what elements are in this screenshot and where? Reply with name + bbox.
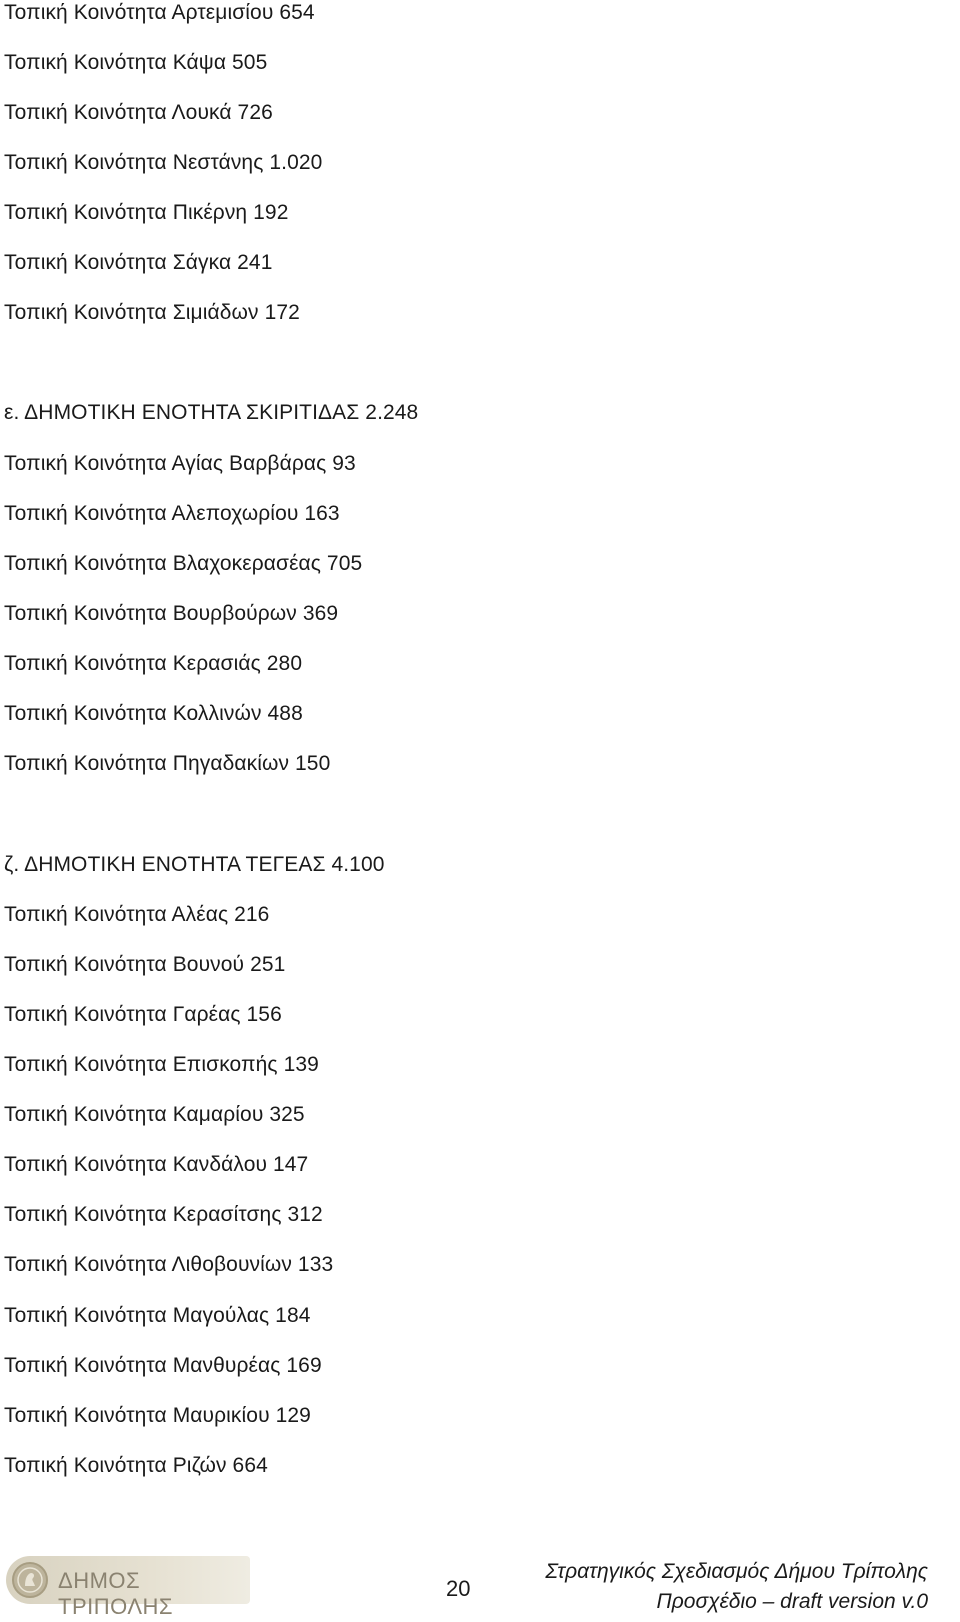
list-item: Τοπική Κοινότητα Λουκά 726 xyxy=(4,101,273,124)
list-item: Τοπική Κοινότητα Βουρβούρων 369 xyxy=(4,602,339,625)
list-item: Τοπική Κοινότητα Αλεποχωρίου 163 xyxy=(4,502,340,525)
list-item: Τοπική Κοινότητα Πηγαδακίων 150 xyxy=(4,752,331,775)
list-item: Τοπική Κοινότητα Πικέρνη 192 xyxy=(4,201,289,224)
list-item: Τοπική Κοινότητα Κάψα 505 xyxy=(4,51,268,74)
section-heading: ε. ΔΗΜΟΤΙΚΗ ΕΝΟΤΗΤΑ ΣΚΙΡΙΤΙΔΑΣ 2.248 xyxy=(4,401,419,424)
page-footer xyxy=(0,1552,960,1622)
section-heading: ζ. ΔΗΜΟΤΙΚΗ ΕΝΟΤΗΤΑ ΤΕΓΕΑΣ 4.100 xyxy=(4,853,385,876)
list-item: Τοπική Κοινότητα Κερασιάς 280 xyxy=(4,652,303,675)
list-item: Τοπική Κοινότητα Αρτεμισίου 654 xyxy=(4,1,315,24)
logo-text: ΔΗΜΟΣ ΤΡΙΠΟΛΗΣ xyxy=(58,1568,174,1619)
list-item: Τοπική Κοινότητα Βουνού 251 xyxy=(4,953,286,976)
list-item: Τοπική Κοινότητα Νεστάνης 1.020 xyxy=(4,151,323,174)
list-item: Τοπική Κοινότητα Καμαρίου 325 xyxy=(4,1103,305,1126)
list-item: Τοπική Κοινότητα Μανθυρέας 169 xyxy=(4,1354,322,1377)
list-item: Τοπική Κοινότητα Μαγούλας 184 xyxy=(4,1304,311,1327)
document-title: Στρατηγικός Σχεδιασμός Δήμου Τρίπολης xyxy=(545,1560,928,1583)
list-item: Τοπική Κοινότητα Αγίας Βαρβάρας 93 xyxy=(4,452,356,475)
list-item: Τοπική Κοινότητα Λιθοβουνίων 133 xyxy=(4,1253,334,1276)
list-item: Τοπική Κοινότητα Βλαχοκερασέας 705 xyxy=(4,552,363,575)
list-item: Τοπική Κοινότητα Γαρέας 156 xyxy=(4,1003,282,1026)
list-item: Τοπική Κοινότητα Σάγκα 241 xyxy=(4,251,273,274)
list-item: Τοπική Κοινότητα Επισκοπής 139 xyxy=(4,1053,319,1076)
list-item: Τοπική Κοινότητα Κολλινών 488 xyxy=(4,702,303,725)
draft-label: Προσχέδιο – draft version v.0 xyxy=(656,1590,928,1613)
list-item: Τοπική Κοινότητα Κερασίτσης 312 xyxy=(4,1203,323,1226)
list-item: Τοπική Κοινότητα Ριζών 664 xyxy=(4,1454,268,1477)
list-item: Τοπική Κοινότητα Αλέας 216 xyxy=(4,903,270,926)
list-item: Τοπική Κοινότητα Μαυρικίου 129 xyxy=(4,1404,311,1427)
list-item: Τοπική Κοινότητα Κανδάλου 147 xyxy=(4,1153,309,1176)
municipality-logo xyxy=(6,1556,250,1619)
seal-icon xyxy=(12,1562,48,1598)
list-item: Τοπική Κοινότητα Σιμιάδων 172 xyxy=(4,301,300,324)
page-number: 20 xyxy=(446,1576,471,1601)
